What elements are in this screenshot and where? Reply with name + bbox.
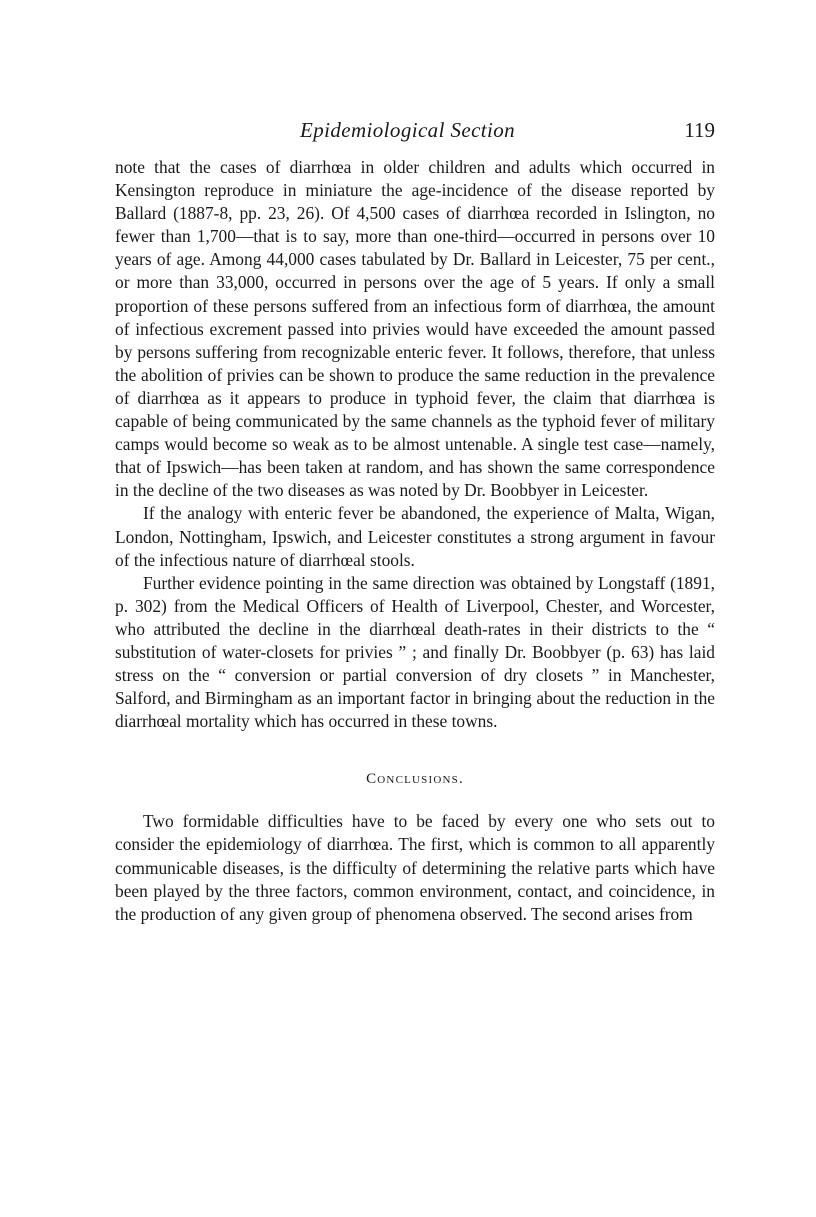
section-heading: Conclusions. (366, 771, 464, 788)
body-text (115, 156, 715, 926)
page (115, 112, 715, 926)
paragraph-3: Further evidence pointing in the same direction was obtained by Longstaff (1891, p. 302) from the Medical Officers of Health of Liverpool, Chester, and Worcester, who attributed the decline in the diarrhœal death-rates in their districts to the “ substitution of water-closets for privies ” ; and finally Dr. Boobbyer (p. 63) has laid stress on the “ conversion or partial conversion of dry closets ” in Manchester, Salford, and Birmingham as an important factor in bringing about the reduction in the diarrhœal mortality which has occurred in these towns. (115, 572, 715, 732)
running-header (115, 112, 715, 152)
paragraph-1: note that the cases of diarrhœa in older children and adults which occurred in Kensington reproduce in miniature the age-incidence of the disease reported by Ballard (1887-8, pp. 23, 26). Of 4,500 cases of diarrhœa recorded in Islington, no fewer than 1,700—that is to say, more than one-third—occurred in persons over 10 years of age. Among 44,000 cases tabulated by Dr. Ballard in Leicester, 75 per cent., or more than 33,000, occurred in persons over the age of 5 years. If only a small proportion of these persons suffered from an infectious form of diarrhœa, the amount of infectious excrement passed into privies would have exceeded the amount passed by persons suffering from recognizable enteric fever. It follows, therefore, that unless the abolition of privies can be shown to produce the same reduction in the prevalence of diarrhœa as it appears to produce in typhoid fever, the claim that diarrhœa is capable of being communicated by the same channels as the typhoid fever of military camps would become so weak as to be almost untenable. A single test case—namely, that of Ipswich—has been taken at random, and has shown the same correspondence in the decline of the two diseases as was noted by Dr. Boobbyer in Leicester. (115, 157, 715, 501)
conclusion-paragraph: Two formidable difficulties have to be faced by every one who sets out to consider the epidemiology of diarrhœa. The first, which is common to all apparently communicable diseases, is the difficulty of determining the relative parts which have been played by the three factors, common environment, contact, and coincidence, in the production of any given group of phenomena observed. The second arises from (115, 811, 715, 924)
section-title: Epidemiological Section (300, 118, 516, 142)
page-number: 119 (684, 118, 715, 142)
paragraph-2: If the analogy with enteric fever be abandoned, the experience of Malta, Wigan, London, Nottingham, Ipswich, and Leicester constitutes a strong argument in favour of the infectious nature of diarrhœal stools. (115, 503, 715, 570)
